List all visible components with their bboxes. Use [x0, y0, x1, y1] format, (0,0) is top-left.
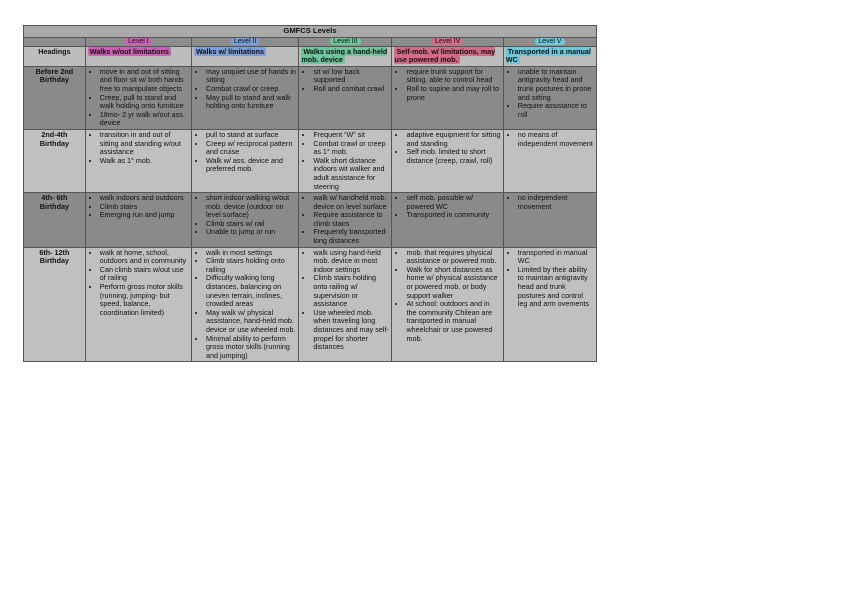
bullet-item: • Walk for short distances as home w/ physical assistance or powered mob. or body support walker	[406, 266, 500, 300]
bullet-item: • Walk as 1° mob.	[100, 157, 189, 166]
bullet-list	[88, 68, 189, 128]
heading-level-2: Walks w/ limitations	[192, 46, 299, 66]
bullet-item: • Walk w/ ass. device and preferred mob.	[206, 157, 296, 174]
level-1-cell	[85, 66, 191, 129]
bullet-item: • Roll to supine and may roll to prone	[406, 85, 500, 102]
bullet-item: • Self mob. limited to short distance (creep, crawl, roll)	[406, 148, 500, 165]
bullet-item: • may unquiet use of hands in sitting	[206, 68, 296, 85]
bullet-item: • May pull to stand and walk holding onto furniture	[206, 94, 296, 111]
bullet-list	[394, 68, 500, 102]
bullet-list	[506, 194, 594, 211]
bullet-item: • Difficulty walking long distances, balancing on uneven terrain, inclines, crowded areas	[206, 274, 296, 308]
age-rows	[24, 66, 597, 362]
bullet-item: • pull to stand at surface	[206, 131, 296, 140]
bullet-list	[394, 131, 500, 165]
bullet-item: • Limited by their ability to maintain antigravity head and trunk postures and control leg and arm ovements	[518, 266, 594, 309]
age-row	[24, 193, 597, 248]
bullet-item: • walk w/ handheld mob. device on level surface	[313, 194, 389, 211]
bullet-item: • walk at home, school, outdoors and in community	[100, 249, 189, 266]
bullet-item: • Minimal ability to perform gross motor skills (running and jumping)	[206, 335, 296, 361]
bullet-list	[194, 194, 296, 237]
bullet-item: • move in and out of sitting and floor sit w/ both hands free to manipulate objects	[100, 68, 189, 94]
bullet-item: • Perform gross motor skills (running, jumping- but speed, balance, coordination limited)	[100, 283, 189, 317]
bullet-item: • Unable to jump or run	[206, 228, 296, 237]
level-3-cell	[299, 66, 392, 129]
level-1-cell	[85, 247, 191, 362]
bullet-item: • Combat crawl or creep as 1° mob.	[313, 140, 389, 157]
age-row-label: Before 2nd Birthday	[24, 66, 86, 129]
level-2-cell	[192, 129, 299, 192]
bullet-item: • unable to maintain antigravity head and trunk postures in prone and sitting	[518, 68, 594, 102]
level-2-cell	[192, 193, 299, 248]
bullet-item: • Transported in community	[406, 211, 500, 220]
level-5-header: Level V	[503, 37, 596, 46]
heading-level-5: Transported in a manual WC	[503, 46, 596, 66]
level-header-row	[24, 37, 597, 46]
bullet-list	[506, 131, 594, 148]
bullet-item: • Climb stairs	[100, 203, 189, 212]
age-row-label: 2nd-4th Birthday	[24, 129, 86, 192]
bullet-item: • short indoor walking w/out mob. device (outdoor on level surface)	[206, 194, 296, 220]
bullet-item: • no independent movement	[518, 194, 594, 211]
bullet-item: • Use wheeled mob. when traveling long distances and may self-propel for shorter distances	[313, 309, 389, 352]
level-3-cell	[299, 129, 392, 192]
level-5-cell	[503, 193, 596, 248]
bullet-list	[88, 131, 189, 165]
age-row	[24, 129, 597, 192]
bullet-item: • Require assistance to roll	[518, 102, 594, 119]
gmfcs-document	[23, 25, 597, 362]
bullet-list	[88, 249, 189, 318]
bullet-item: • require trunk support for sitting, able to control head	[406, 68, 500, 85]
bullet-item: • Roll and combat crawl	[313, 85, 389, 94]
level-1-header: Level I	[85, 37, 191, 46]
heading-level-1: Walks w/out limitations	[85, 46, 191, 66]
level-5-cell	[503, 247, 596, 362]
bullet-item: • Climb stairs holding onto railing	[206, 257, 296, 274]
bullet-item: • Walk short distance indoors wit walker and adult assistance for steering	[313, 157, 389, 191]
bullet-item: • Emerging run and jump	[100, 211, 189, 220]
bullet-item: • Creep w/ reciprocal pattern and cruise	[206, 140, 296, 157]
headings-row	[24, 46, 597, 66]
bullet-item: • May walk w/ physical assistance, hand-held mob. device or use wheeled mob.	[206, 309, 296, 335]
bullet-item: • Require assistance to climb stairs	[313, 211, 389, 228]
bullet-item: • Frequently transported long distances	[313, 228, 389, 245]
age-row-label: 4th- 6th Birthday	[24, 193, 86, 248]
bullet-list	[194, 249, 296, 361]
bullet-item: • walk indoors and outdoors	[100, 194, 189, 203]
level-4-cell	[392, 66, 503, 129]
bullet-item: • 18mo- 2 yr walk w/out ass. device	[100, 111, 189, 128]
bullet-item: • Combat crawl or creep	[206, 85, 296, 94]
bullet-item: • walk using hand-held mob. device in most indoor settings	[313, 249, 389, 275]
level-2-cell	[192, 66, 299, 129]
bullet-list	[301, 249, 389, 352]
level-2-header: Level II	[192, 37, 299, 46]
bullet-item: • Climb stairs w/ rail	[206, 220, 296, 229]
bullet-item: • sit w/ low back supported	[313, 68, 389, 85]
bullet-item: • walk in most settings	[206, 249, 296, 258]
level-2-cell	[192, 247, 299, 362]
level-5-cell	[503, 66, 596, 129]
table-title: GMFCS Levels	[24, 26, 597, 38]
level-5-cell	[503, 129, 596, 192]
level-4-cell	[392, 129, 503, 192]
age-row	[24, 66, 597, 129]
age-row	[24, 247, 597, 362]
bullet-list	[394, 194, 500, 220]
bullet-item: • no means of independent movement	[518, 131, 594, 148]
level-corner	[24, 37, 86, 46]
heading-level-4: Self-mob. w/ limitations, may use powered mob.	[392, 46, 503, 66]
gmfcs-table	[23, 25, 597, 362]
level-4-header: Level IV	[392, 37, 503, 46]
bullet-list	[194, 68, 296, 111]
bullet-item: • adaptive equipment for sitting and standing	[406, 131, 500, 148]
headings-label: Headings	[24, 46, 86, 66]
bullet-list	[506, 68, 594, 120]
bullet-list	[394, 249, 500, 344]
bullet-item: • Frequent “W” sit	[313, 131, 389, 140]
level-3-cell	[299, 193, 392, 248]
level-3-cell	[299, 247, 392, 362]
bullet-list	[88, 194, 189, 220]
level-3-header: Level III	[299, 37, 392, 46]
bullet-list	[194, 131, 296, 174]
bullet-item: • Climb stairs holding onto railing w/ supervision or assistance	[313, 274, 389, 308]
bullet-item: • At school: outdoors and in the community Chilean are transported in manual wheelchair or use powered mob.	[406, 300, 500, 343]
heading-level-3: Walks using a hand-held mob. device	[299, 46, 392, 66]
bullet-item: • mob. that requires physical assistance or powered mob.	[406, 249, 500, 266]
level-1-cell	[85, 129, 191, 192]
bullet-item: • transported in manual WC	[518, 249, 594, 266]
age-row-label: 6th- 12th Birthday	[24, 247, 86, 362]
bullet-list	[506, 249, 594, 309]
level-1-cell	[85, 193, 191, 248]
bullet-item: • Creep, pull to stand and walk holding onto furniture	[100, 94, 189, 111]
level-4-cell	[392, 193, 503, 248]
bullet-item: • self mob. possible w/ powered WC	[406, 194, 500, 211]
bullet-list	[301, 131, 389, 191]
bullet-item: • transition in and out of sitting and standing w/out assistance	[100, 131, 189, 157]
bullet-list	[301, 68, 389, 94]
level-4-cell	[392, 247, 503, 362]
bullet-item: • Can climb stairs w/out use of railing	[100, 266, 189, 283]
bullet-list	[301, 194, 389, 246]
